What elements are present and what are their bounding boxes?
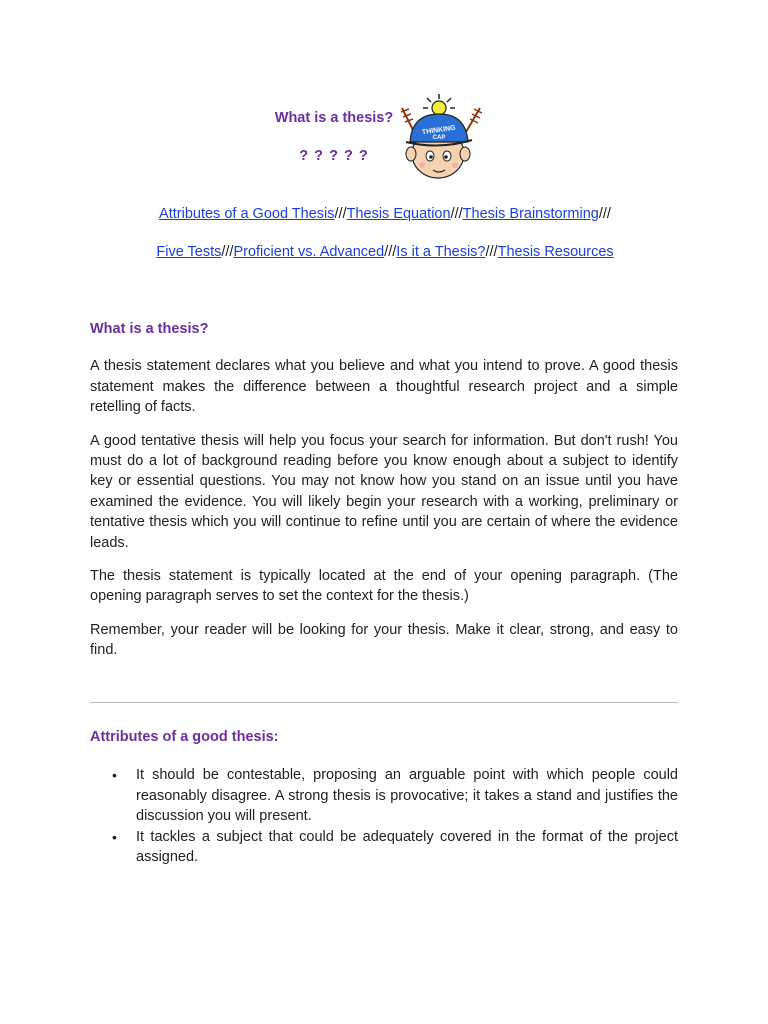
svg-text:THINKING: THINKING [421, 124, 457, 137]
paragraph: A thesis statement declares what you believe and what you intend to prove. A good thesis statement makes the difference between a thoughtful research project and a simple retelling of facts. [90, 358, 678, 416]
svg-text:CAP: CAP [432, 135, 446, 141]
section-heading: Attributes of a good thesis: [90, 729, 279, 745]
link-is-it-a-thesis[interactable]: Is it a Thesis? [396, 244, 486, 260]
thinking-cap-illustration [392, 92, 502, 192]
section-what-is-a-thesis [90, 319, 678, 674]
section-heading: What is a thesis? [90, 321, 209, 337]
link-thesis-equation[interactable]: Thesis Equation [346, 206, 451, 222]
horizontal-divider [90, 702, 678, 703]
nav-separator: /// [485, 244, 498, 260]
link-five-tests[interactable]: Five Tests [156, 244, 222, 260]
link-thesis-brainstorming[interactable]: Thesis Brainstorming [462, 206, 599, 222]
section-attributes [90, 727, 678, 867]
link-proficient-vs-advanced[interactable]: Proficient vs. Advanced [233, 244, 385, 260]
nav-separator: /// [384, 244, 397, 260]
page-subtitle: ? ? ? ? ? [299, 148, 369, 164]
nav-separator: /// [450, 206, 463, 222]
nav-row-2 [90, 244, 680, 260]
paragraph: Remember, your reader will be looking for your thesis. Make it clear, strong, and easy to find. [90, 621, 678, 659]
page-title: What is a thesis? [274, 110, 394, 126]
link-attributes-of-a-good-thesis[interactable]: Attributes of a Good Thesis [159, 206, 335, 222]
nav-separator: /// [334, 206, 347, 222]
link-thesis-resources[interactable]: Thesis Resources [497, 244, 614, 260]
attributes-list [90, 765, 678, 867]
nav-row-1 [90, 206, 680, 222]
list-item: • It should be contestable, proposing an arguable point with which people could reasonably disagree. A strong thesis is provocative; it takes a stand and justifies the discussion you will present. [90, 765, 678, 826]
nav-separator: /// [598, 206, 611, 222]
list-item: • It tackles a subject that could be adequately covered in the format of the project assigned. [90, 827, 678, 868]
paragraph: A good tentative thesis will help you focus your search for information. But don't rush! You must do a lot of background reading before you know enough about a subject to identify key or essential questions. You may not know how you stand on an issue until you have examined the evidence. You will likely begin your research with a working, preliminary or tentative thesis which you will continue to refine until you are certain of where the evidence leads. [90, 432, 678, 551]
paragraph: The thesis statement is typically located at the end of your opening paragraph. (The opening paragraph serves to set the context for the thesis.) [90, 568, 678, 605]
nav-separator: /// [221, 244, 234, 260]
